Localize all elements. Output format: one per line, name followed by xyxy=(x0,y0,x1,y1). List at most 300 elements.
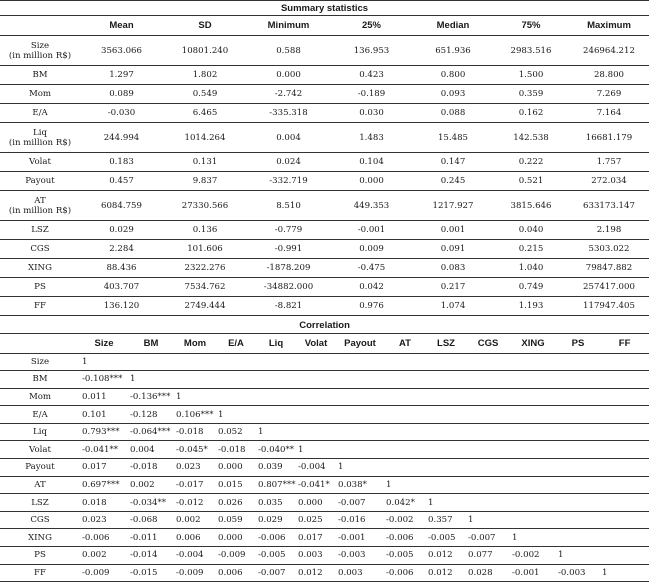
correlation-empty-cell xyxy=(426,459,466,477)
summary-cell: 244.994 xyxy=(80,123,163,153)
correlation-cell: -0.045* xyxy=(174,441,216,459)
correlation-cell: -0.041* xyxy=(296,476,336,494)
correlation-empty-cell xyxy=(600,371,649,389)
summary-row-label-line: Liq xyxy=(33,127,47,138)
correlation-empty-cell xyxy=(384,441,426,459)
summary-cell: 0.588 xyxy=(247,36,330,66)
summary-cell: 136.120 xyxy=(80,297,163,316)
correlation-empty-cell xyxy=(174,371,216,389)
correlation-empty-cell xyxy=(296,406,336,424)
correlation-empty-cell xyxy=(466,476,510,494)
summary-row xyxy=(0,66,649,85)
correlation-cell: -0.018 xyxy=(128,459,174,477)
correlation-row-label: XING xyxy=(0,529,80,547)
correlation-cell: 0.003 xyxy=(296,547,336,565)
correlation-cell: 0.038* xyxy=(336,476,384,494)
summary-cell: 27330.566 xyxy=(163,191,247,221)
correlation-empty-cell xyxy=(216,353,256,371)
summary-cell: 0.029 xyxy=(80,221,163,240)
correlation-empty-cell xyxy=(600,406,649,424)
correlation-cell: 0.025 xyxy=(296,511,336,529)
correlation-cell: 0.002 xyxy=(174,511,216,529)
correlation-empty-cell xyxy=(128,353,174,371)
correlation-cell: 0.002 xyxy=(80,547,128,565)
summary-row-label xyxy=(0,221,80,240)
correlation-empty-cell xyxy=(600,459,649,477)
summary-row-label-line: CGS xyxy=(30,244,50,254)
summary-row xyxy=(0,123,649,153)
correlation-cell: 1 xyxy=(426,494,466,512)
summary-row-label-line: Payout xyxy=(25,176,55,186)
summary-cell: 28.800 xyxy=(569,66,649,85)
correlation-empty-cell xyxy=(600,441,649,459)
correlation-empty-cell xyxy=(556,459,600,477)
summary-cell: 272.034 xyxy=(569,172,649,191)
summary-column-header: Mean xyxy=(80,16,163,36)
correlation-cell: -0.002 xyxy=(510,547,556,565)
summary-cell: -332.719 xyxy=(247,172,330,191)
summary-cell: -0.030 xyxy=(80,104,163,123)
summary-cell: 6084.759 xyxy=(80,191,163,221)
correlation-cell: -0.009 xyxy=(216,547,256,565)
correlation-cell: -0.003 xyxy=(556,564,600,582)
correlation-cell: 1 xyxy=(80,353,128,371)
summary-cell: 6.465 xyxy=(163,104,247,123)
summary-row-label-line: (in million R$) xyxy=(8,50,72,61)
correlation-empty-cell xyxy=(510,406,556,424)
correlation-cell: -0.001 xyxy=(510,564,556,582)
correlation-row-label: Mom xyxy=(0,388,80,406)
summary-cell: 0.088 xyxy=(413,104,493,123)
summary-row xyxy=(0,85,649,104)
correlation-cell: 0.077 xyxy=(466,547,510,565)
correlation-row-label: Payout xyxy=(0,459,80,477)
summary-cell: 0.089 xyxy=(80,85,163,104)
correlation-cell: 0.017 xyxy=(296,529,336,547)
correlation-cell: 1 xyxy=(600,564,649,582)
correlation-cell: 1 xyxy=(296,441,336,459)
summary-cell: 0.000 xyxy=(330,172,413,191)
correlation-cell: 1 xyxy=(256,423,296,441)
correlation-empty-cell xyxy=(600,423,649,441)
summary-cell: 8.510 xyxy=(247,191,330,221)
correlation-cell: 0.357 xyxy=(426,511,466,529)
correlation-empty-cell xyxy=(556,371,600,389)
correlation-cell: 0.106*** xyxy=(174,406,216,424)
correlation-cell: 0.000 xyxy=(216,529,256,547)
correlation-empty-cell xyxy=(296,371,336,389)
summary-cell: 0.136 xyxy=(163,221,247,240)
summary-cell: 2983.516 xyxy=(493,36,569,66)
correlation-empty-cell xyxy=(556,529,600,547)
correlation-row xyxy=(0,441,649,459)
summary-cell: 246964.212 xyxy=(569,36,649,66)
correlation-cell: 0.012 xyxy=(426,564,466,582)
correlation-empty-cell xyxy=(510,494,556,512)
correlation-cell: -0.016 xyxy=(336,511,384,529)
correlation-cell: -0.017 xyxy=(174,476,216,494)
correlation-empty-cell xyxy=(600,353,649,371)
correlation-empty-cell xyxy=(256,371,296,389)
correlation-row-label: Size xyxy=(0,353,80,371)
summary-cell: 0.749 xyxy=(493,278,569,297)
summary-cell: 0.423 xyxy=(330,66,413,85)
summary-cell: 2.198 xyxy=(569,221,649,240)
summary-cell: 0.093 xyxy=(413,85,493,104)
summary-cell: 651.936 xyxy=(413,36,493,66)
correlation-row xyxy=(0,371,649,389)
correlation-cell: 0.023 xyxy=(174,459,216,477)
correlation-cell: -0.012 xyxy=(174,494,216,512)
summary-cell: 1.802 xyxy=(163,66,247,85)
summary-row-label xyxy=(0,172,80,191)
summary-cell: 79847.882 xyxy=(569,259,649,278)
correlation-cell: 1 xyxy=(384,476,426,494)
correlation-cell: 0.012 xyxy=(296,564,336,582)
summary-cell: 1.074 xyxy=(413,297,493,316)
correlation-cell: -0.001 xyxy=(336,529,384,547)
summary-cell: 0.009 xyxy=(330,240,413,259)
summary-cell: 0.245 xyxy=(413,172,493,191)
summary-row xyxy=(0,297,649,316)
summary-cell: 0.521 xyxy=(493,172,569,191)
correlation-cell: -0.068 xyxy=(128,511,174,529)
correlation-cell: -0.007 xyxy=(466,529,510,547)
summary-cell: 7.164 xyxy=(569,104,649,123)
correlation-row xyxy=(0,353,649,371)
correlation-row-label: E/A xyxy=(0,406,80,424)
correlation-cell: 0.035 xyxy=(256,494,296,512)
correlation-cell: -0.040** xyxy=(256,441,296,459)
correlation-empty-cell xyxy=(466,441,510,459)
summary-cell: 7534.762 xyxy=(163,278,247,297)
correlation-empty-cell xyxy=(336,371,384,389)
correlation-cell: 0.028 xyxy=(466,564,510,582)
correlation-cell: 1 xyxy=(174,388,216,406)
summary-cell: 0.976 xyxy=(330,297,413,316)
correlation-cell: -0.034** xyxy=(128,494,174,512)
correlation-cell: -0.004 xyxy=(174,547,216,565)
correlation-column-header: Volat xyxy=(296,333,336,353)
correlation-cell: -0.128 xyxy=(128,406,174,424)
summary-row-label xyxy=(0,278,80,297)
correlation-cell: -0.011 xyxy=(128,529,174,547)
correlation-row-label: CGS xyxy=(0,511,80,529)
summary-cell: 0.000 xyxy=(247,66,330,85)
correlation-cell: -0.005 xyxy=(256,547,296,565)
correlation-cell: 1 xyxy=(556,547,600,565)
summary-header-row xyxy=(0,16,649,36)
correlation-empty-cell xyxy=(174,353,216,371)
summary-cell: 0.004 xyxy=(247,123,330,153)
summary-row-label-line: (in million R$) xyxy=(8,137,72,148)
correlation-cell: 0.000 xyxy=(216,459,256,477)
correlation-row xyxy=(0,459,649,477)
correlation-cell: -0.007 xyxy=(336,494,384,512)
correlation-cell: -0.015 xyxy=(128,564,174,582)
summary-cell: 0.162 xyxy=(493,104,569,123)
correlation-cell: 0.026 xyxy=(216,494,256,512)
correlation-cell: -0.002 xyxy=(384,511,426,529)
correlation-empty-cell xyxy=(510,388,556,406)
correlation-column-header: FF xyxy=(600,333,649,353)
summary-title: Summary statistics xyxy=(0,1,649,16)
summary-column-header: 75% xyxy=(493,16,569,36)
summary-cell: -0.475 xyxy=(330,259,413,278)
correlation-cell: -0.007 xyxy=(256,564,296,582)
summary-cell: 0.359 xyxy=(493,85,569,104)
summary-cell: 2322.276 xyxy=(163,259,247,278)
summary-cell: -335.318 xyxy=(247,104,330,123)
correlation-empty-cell xyxy=(216,371,256,389)
correlation-empty-cell xyxy=(510,459,556,477)
correlation-cell: 1 xyxy=(216,406,256,424)
correlation-row-label: AT xyxy=(0,476,80,494)
summary-column-header: SD xyxy=(163,16,247,36)
summary-cell: 0.104 xyxy=(330,153,413,172)
summary-cell: 0.147 xyxy=(413,153,493,172)
summary-cell: 0.457 xyxy=(80,172,163,191)
correlation-row-label: LSZ xyxy=(0,494,80,512)
correlation-column-header: PS xyxy=(556,333,600,353)
correlation-empty-cell xyxy=(336,423,384,441)
correlation-empty-cell xyxy=(256,388,296,406)
summary-row xyxy=(0,221,649,240)
correlation-column-header: BM xyxy=(128,333,174,353)
correlation-cell: 0.006 xyxy=(216,564,256,582)
correlation-cell: 0.042* xyxy=(384,494,426,512)
summary-row-label xyxy=(0,240,80,259)
summary-row xyxy=(0,278,649,297)
correlation-empty-cell xyxy=(556,406,600,424)
correlation-row xyxy=(0,494,649,512)
correlation-cell: 1 xyxy=(128,371,174,389)
summary-row-label xyxy=(0,153,80,172)
correlation-row-label: PS xyxy=(0,547,80,565)
correlation-empty-cell xyxy=(296,388,336,406)
correlation-row-label: BM xyxy=(0,371,80,389)
summary-cell: 3815.646 xyxy=(493,191,569,221)
correlation-empty-cell xyxy=(556,388,600,406)
correlation-cell: 1 xyxy=(510,529,556,547)
summary-cell: 10801.240 xyxy=(163,36,247,66)
correlation-title: Correlation xyxy=(0,318,649,333)
correlation-empty-cell xyxy=(426,423,466,441)
correlation-cell: 0.012 xyxy=(426,547,466,565)
summary-row-label-line: Volat xyxy=(29,157,51,167)
summary-cell: -0.189 xyxy=(330,85,413,104)
summary-column-header xyxy=(0,16,80,36)
correlation-cell: 0.807*** xyxy=(256,476,296,494)
summary-row-label xyxy=(0,104,80,123)
summary-row xyxy=(0,240,649,259)
correlation-empty-cell xyxy=(336,441,384,459)
summary-cell: 0.040 xyxy=(493,221,569,240)
correlation-header-row xyxy=(0,333,649,353)
correlation-column-header: XING xyxy=(510,333,556,353)
correlation-cell: -0.041** xyxy=(80,441,128,459)
summary-row xyxy=(0,104,649,123)
correlation-cell: -0.009 xyxy=(80,564,128,582)
correlation-empty-cell xyxy=(426,353,466,371)
correlation-title-row xyxy=(0,318,649,333)
correlation-empty-cell xyxy=(600,511,649,529)
summary-row-label-line: AT xyxy=(34,195,46,206)
correlation-column-header: CGS xyxy=(466,333,510,353)
summary-row-label-line: LSZ xyxy=(31,225,49,235)
summary-cell: -0.991 xyxy=(247,240,330,259)
summary-row xyxy=(0,191,649,221)
summary-cell: 1.040 xyxy=(493,259,569,278)
correlation-empty-cell xyxy=(256,406,296,424)
correlation-empty-cell xyxy=(510,423,556,441)
summary-cell: 5303.022 xyxy=(569,240,649,259)
summary-cell: 0.217 xyxy=(413,278,493,297)
summary-cell: 15.485 xyxy=(413,123,493,153)
correlation-cell: -0.006 xyxy=(80,529,128,547)
correlation-cell: 0.004 xyxy=(128,441,174,459)
correlation-empty-cell xyxy=(510,441,556,459)
summary-cell: 1014.264 xyxy=(163,123,247,153)
correlation-cell: -0.018 xyxy=(174,423,216,441)
summary-cell: 117947.405 xyxy=(569,297,649,316)
correlation-cell: -0.136*** xyxy=(128,388,174,406)
correlation-empty-cell xyxy=(600,388,649,406)
summary-row xyxy=(0,153,649,172)
correlation-table xyxy=(0,318,649,582)
correlation-cell: -0.003 xyxy=(336,547,384,565)
summary-column-header: 25% xyxy=(330,16,413,36)
summary-cell: 1.483 xyxy=(330,123,413,153)
correlation-empty-cell xyxy=(384,371,426,389)
summary-row-label xyxy=(0,297,80,316)
correlation-cell: 0.003 xyxy=(336,564,384,582)
correlation-empty-cell xyxy=(426,406,466,424)
summary-row-label-line: (in million R$) xyxy=(8,205,72,216)
correlation-row xyxy=(0,476,649,494)
summary-cell: -0.001 xyxy=(330,221,413,240)
summary-row-label xyxy=(0,259,80,278)
summary-cell: 0.131 xyxy=(163,153,247,172)
correlation-empty-cell xyxy=(556,476,600,494)
summary-cell: 101.606 xyxy=(163,240,247,259)
correlation-cell: -0.005 xyxy=(384,547,426,565)
correlation-cell: 0.029 xyxy=(256,511,296,529)
correlation-empty-cell xyxy=(510,476,556,494)
correlation-empty-cell xyxy=(510,353,556,371)
correlation-empty-cell xyxy=(556,353,600,371)
summary-cell: 142.538 xyxy=(493,123,569,153)
summary-cell: 9.837 xyxy=(163,172,247,191)
correlation-cell: 0.023 xyxy=(80,511,128,529)
summary-cell: -2.742 xyxy=(247,85,330,104)
summary-cell: 403.707 xyxy=(80,278,163,297)
summary-row-label xyxy=(0,66,80,85)
summary-cell: 0.183 xyxy=(80,153,163,172)
correlation-empty-cell xyxy=(510,511,556,529)
correlation-row xyxy=(0,547,649,565)
correlation-row xyxy=(0,511,649,529)
summary-cell: 0.001 xyxy=(413,221,493,240)
summary-cell: 449.353 xyxy=(330,191,413,221)
summary-cell: 1217.927 xyxy=(413,191,493,221)
correlation-cell: 0.052 xyxy=(216,423,256,441)
summary-cell: -8.821 xyxy=(247,297,330,316)
correlation-empty-cell xyxy=(600,547,649,565)
summary-column-header: Minimum xyxy=(247,16,330,36)
correlation-cell: -0.006 xyxy=(256,529,296,547)
correlation-empty-cell xyxy=(466,371,510,389)
summary-cell: 1.297 xyxy=(80,66,163,85)
correlation-cell: 0.039 xyxy=(256,459,296,477)
summary-row-label-line: Size xyxy=(30,40,50,51)
correlation-cell: 0.011 xyxy=(80,388,128,406)
correlation-empty-cell xyxy=(384,406,426,424)
correlation-empty-cell xyxy=(336,388,384,406)
summary-cell: 0.215 xyxy=(493,240,569,259)
summary-cell: 1.193 xyxy=(493,297,569,316)
correlation-row-label: Liq xyxy=(0,423,80,441)
summary-row-label-line: FF xyxy=(34,301,46,311)
summary-cell: -0.779 xyxy=(247,221,330,240)
correlation-row xyxy=(0,388,649,406)
correlation-cell: 1 xyxy=(336,459,384,477)
correlation-cell: -0.004 xyxy=(296,459,336,477)
summary-cell: 0.030 xyxy=(330,104,413,123)
summary-cell: 0.042 xyxy=(330,278,413,297)
summary-cell: 1.500 xyxy=(493,66,569,85)
correlation-row-label: Volat xyxy=(0,441,80,459)
correlation-empty-cell xyxy=(466,494,510,512)
summary-row-label-line: Mom xyxy=(28,89,52,99)
summary-cell: 0.024 xyxy=(247,153,330,172)
summary-cell: 0.800 xyxy=(413,66,493,85)
correlation-empty-cell xyxy=(466,406,510,424)
summary-row xyxy=(0,259,649,278)
summary-cell: 0.549 xyxy=(163,85,247,104)
correlation-cell: 1 xyxy=(466,511,510,529)
correlation-column-header: E/A xyxy=(216,333,256,353)
correlation-cell: 0.793*** xyxy=(80,423,128,441)
correlation-row xyxy=(0,529,649,547)
correlation-cell: 0.018 xyxy=(80,494,128,512)
correlation-column-header: LSZ xyxy=(426,333,466,353)
correlation-empty-cell xyxy=(600,494,649,512)
correlation-cell: 0.017 xyxy=(80,459,128,477)
summary-row-label-line: PS xyxy=(34,282,46,292)
correlation-empty-cell xyxy=(216,388,256,406)
correlation-row xyxy=(0,564,649,582)
summary-row-label xyxy=(0,36,80,66)
summary-row-label-line: BM xyxy=(32,70,48,80)
correlation-empty-cell xyxy=(384,423,426,441)
summary-cell: 633173.147 xyxy=(569,191,649,221)
summary-column-header: Maximum xyxy=(569,16,649,36)
correlation-empty-cell xyxy=(556,423,600,441)
summary-cell: 16681.179 xyxy=(569,123,649,153)
summary-row-label xyxy=(0,123,80,153)
correlation-empty-cell xyxy=(296,423,336,441)
summary-title-row xyxy=(0,1,649,16)
correlation-empty-cell xyxy=(556,494,600,512)
summary-row xyxy=(0,36,649,66)
correlation-row xyxy=(0,406,649,424)
correlation-empty-cell xyxy=(426,371,466,389)
correlation-column-header: Mom xyxy=(174,333,216,353)
correlation-cell: -0.108*** xyxy=(80,371,128,389)
summary-cell: -1878.209 xyxy=(247,259,330,278)
correlation-empty-cell xyxy=(426,441,466,459)
